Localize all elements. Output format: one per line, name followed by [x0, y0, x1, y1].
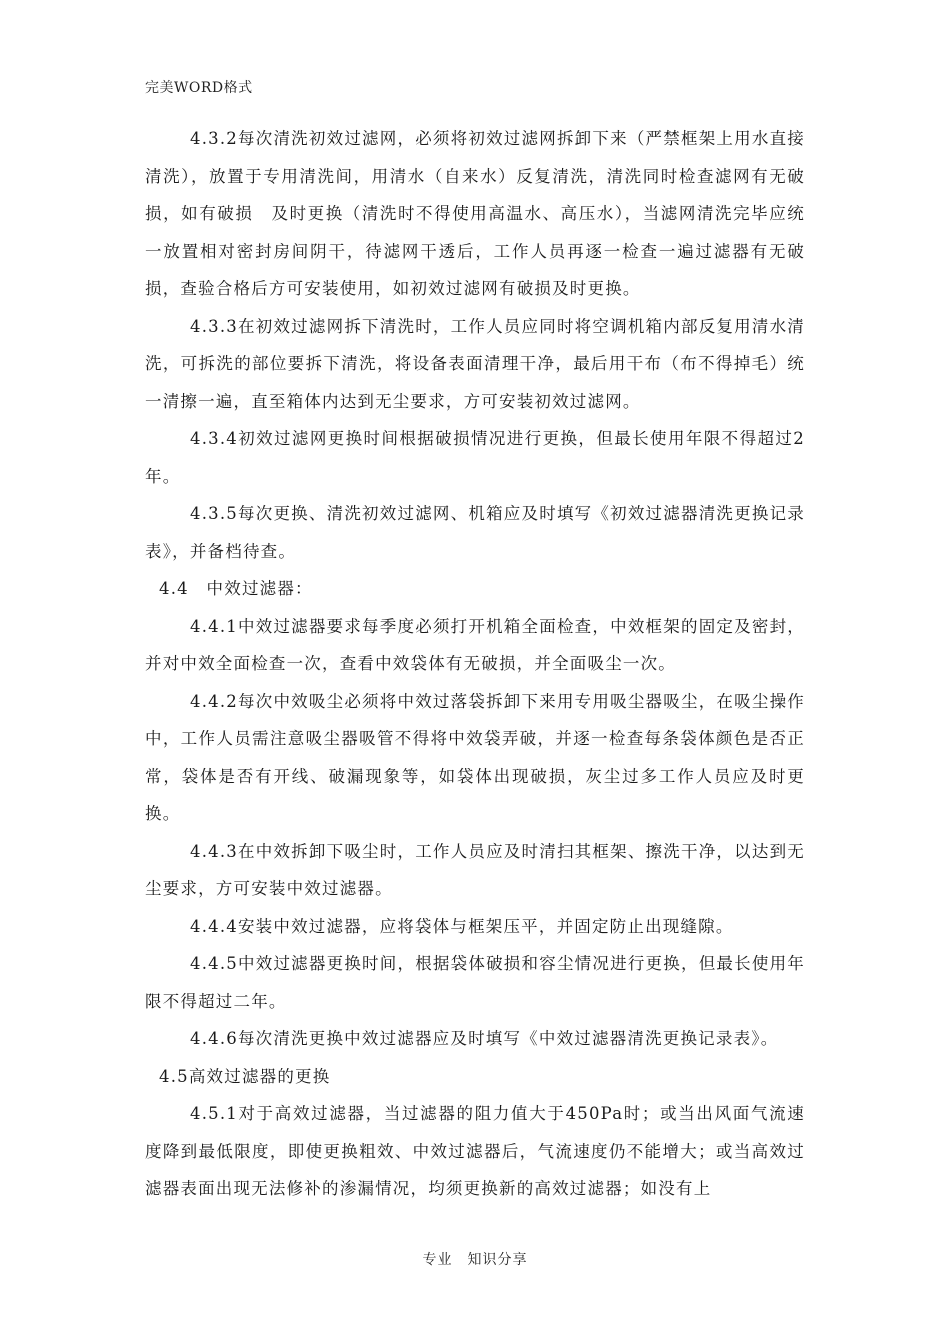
paragraph-4-3-3: 4.3.3在初效过滤网拆下清洗时，工作人员应同时将空调机箱内部反复用清水清洗，可拆洗的部位要拆下清洗，将设备表面清理干净，最后用干布（布不得掉毛）统一清擦一遍，直至箱体内达到无尘要求，方可安装初效过滤网。	[145, 316, 805, 411]
paragraph-4-4-5: 4.4.5中效过滤器更换时间，根据袋体破损和容尘情况进行更换，但最长使用年限不得超过二年。	[145, 954, 805, 1011]
section-heading-4-5: 4.5高效过滤器的更换	[159, 1066, 331, 1086]
paragraph-4-3-4: 4.3.4初效过滤网更换时间根据破损情况进行更换，但最长使用年限不得超过2年。	[145, 429, 805, 486]
page-header: 完美WORD格式	[145, 80, 253, 96]
paragraph-4-4-2: 4.4.2每次中效吸尘必须将中效过落袋拆卸下来用专用吸尘器吸尘，在吸尘操作中，工作人员需注意吸尘器吸管不得将中效袋弄破，并逐一检查每条袋体颜色是否正常，袋体是否有开线、破漏现象等，如袋体出现破损，灰尘过多工作人员应及时更换。	[145, 691, 805, 823]
paragraph-4-3-2: 4.3.2每次清洗初效过滤网，必须将初效过滤网拆卸下来（严禁框架上用水直接清洗），放置于专用清洗间，用清水（自来水）反复清洗，清洗同时检查滤网有无破损，如有破损 及时更换（清洗时不得使用高温水、高压水），当滤网清洗完毕应统一放置相对密封房间阴干，待滤网干透后，工作人员再逐一检查一遍过滤器有无破损，查验合格后方可安装使用，如初效过滤网有破损及时更换。	[145, 129, 805, 298]
page-footer: 专业 知识分享	[422, 1252, 528, 1268]
paragraph-4-4-6: 4.4.6每次清洗更换中效过滤器应及时填写《中效过滤器清洗更换记录表》。	[190, 1029, 779, 1048]
paragraph-4-4-3: 4.4.3在中效拆卸下吸尘时，工作人员应及时清扫其框架、擦洗干净，以达到无尘要求，方可安装中效过滤器。	[145, 841, 805, 898]
section-heading-4-4: 4.4 中效过滤器：	[159, 579, 313, 598]
paragraph-4-5-1: 4.5.1对于高效过滤器，当过滤器的阻力值大于450Pa时；或当出风面气流速度降到最低限度，即使更换粗效、中效过滤器后，气流速度仍不能增大；或当高效过滤器表面出现无法修补的渗漏情况，均须更换新的高效过滤器；如没有上	[145, 1104, 805, 1198]
paragraph-4-4-1: 4.4.1中效过滤器要求每季度必须打开机箱全面检查，中效框架的固定及密封，并对中效全面检查一次，查看中效袋体有无破损，并全面吸尘一次。	[145, 616, 805, 673]
paragraph-4-3-5: 4.3.5每次更换、清洗初效过滤网、机箱应及时填写《初效过滤器清洗更换记录表》，并备档待查。	[145, 504, 805, 561]
paragraph-4-4-4: 4.4.4安装中效过滤器，应将袋体与框架压平，并固定防止出现缝隙。	[190, 916, 734, 936]
document-body	[145, 120, 805, 1208]
